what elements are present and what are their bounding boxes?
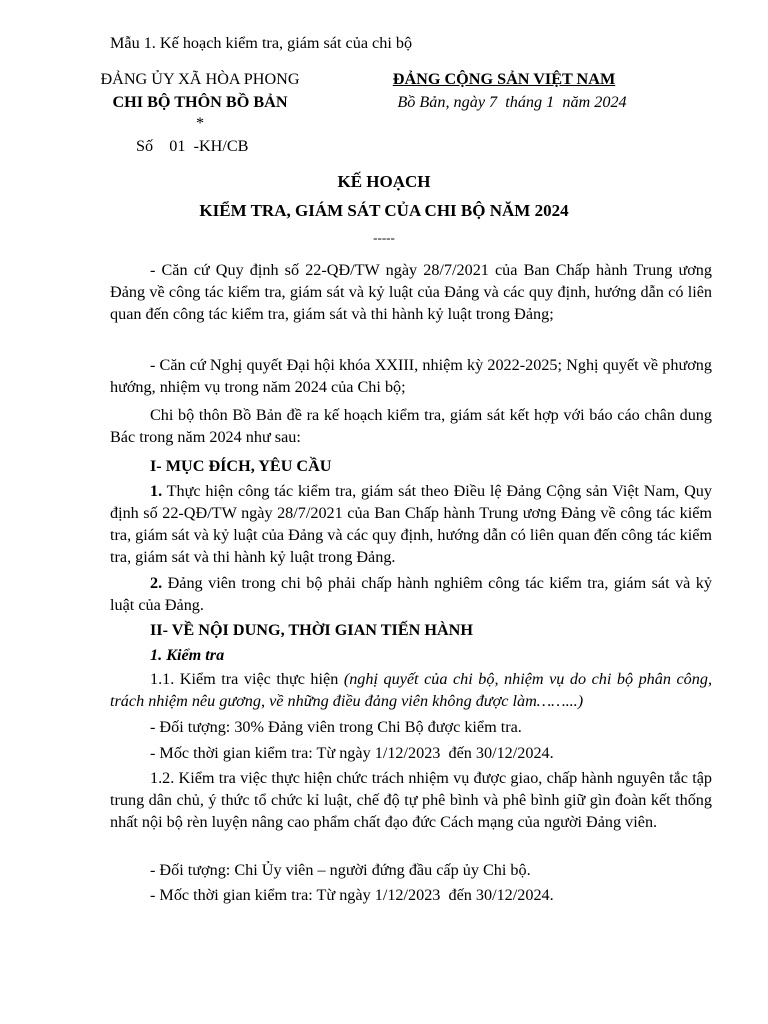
legal-basis-paragraph-2: - Căn cứ Nghị quyết Đại hội khóa XXIII, nhiệm kỳ 2022-2025; Nghị quyết về phương hướng, nhiệm vụ trong năm 2024 của Chi bộ; — [110, 356, 712, 396]
party-committee-name: ĐẢNG ỦY XÃ HÒA PHONG — [100, 70, 300, 88]
item-text: Đảng viên trong chi bộ phải chấp hành nghiêm công tác kiểm tra, giám sát và kỷ luật của Đảng. — [110, 574, 712, 614]
party-name: ĐẢNG CỘNG SẢN VIỆT NAM — [392, 70, 616, 88]
date-line: Bồ Bản, ngày 7 tháng 1 năm 2024 — [397, 93, 627, 111]
title-divider: ----- — [373, 230, 395, 245]
document-number: Số 01 -KH/CB — [136, 137, 249, 155]
item-text: Thực hiện công tác kiểm tra, giám sát theo Điều lệ Đảng Cộng sản Việt Nam, Quy định số 22-QĐ/TW ngày 28/7/2021 của Ban Chấp hành Trung ương Đảng về công tác kiểm tra, giám sát và kỷ luật của Đảng và các quy định, hướng dẫn có liên quan đến công tác kiểm tra, giám sát và thi hành kỷ luật trong Đảng. — [110, 482, 712, 566]
template-label: Mẫu 1. Kế hoạch kiểm tra, giám sát của chi bộ — [110, 34, 413, 52]
item-lead: 1.1. Kiểm tra việc thực hiện — [150, 670, 344, 688]
document-subtitle: KIỂM TRA, GIÁM SÁT CỦA CHI BỘ NĂM 2024 — [199, 201, 569, 220]
inspection-1-2-target: - Đối tượng: Chi Ủy viên – người đứng đầu cấp ủy Chi bộ. — [150, 861, 531, 879]
section-1-item-1 — [110, 480, 712, 568]
intro-paragraph: Chi bộ thôn Bồ Bản đề ra kế hoạch kiểm tra, giám sát kết hợp với báo cáo chân dung Bác trong năm 2024 như sau: — [110, 406, 712, 446]
inspection-1-1-target: - Đối tượng: 30% Đảng viên trong Chi Bộ được kiểm tra. — [150, 718, 522, 736]
section-1-item-2 — [110, 572, 712, 616]
document-title: KẾ HOẠCH — [337, 172, 431, 191]
legal-basis-paragraph-1: - Căn cứ Quy định số 22-QĐ/TW ngày 28/7/2021 của Ban Chấp hành Trung ương Đảng về công tác kiểm tra, giám sát và kỷ luật của Đảng và các quy định, hướng dẫn có liên quan đến công tác kiểm tra, giám sát và thi hành kỷ luật trong Đảng; — [110, 261, 712, 323]
item-number: 2. — [150, 574, 163, 592]
inspection-1-2-timeframe: - Mốc thời gian kiểm tra: Từ ngày 1/12/2023 đến 30/12/2024. — [150, 886, 554, 904]
subsection-heading: 1. Kiểm tra — [150, 646, 225, 664]
section-heading-1: I- MỤC ĐÍCH, YÊU CẦU — [150, 457, 332, 475]
section-heading-2: II- VỀ NỘI DUNG, THỜI GIAN TIẾN HÀNH — [150, 621, 473, 639]
inspection-item-1-2: 1.2. Kiểm tra việc thực hiện chức trách nhiệm vụ được giao, chấp hành nguyên tắc tập trung dân chủ, ý thức tổ chức kỉ luật, chế độ tự phê bình và phê bình giữ gìn đoàn kết thống nhất nội bộ rèn luyện nâng cao phẩm chất đạo đức Cách mạng của người Đảng viên. — [110, 769, 712, 831]
inspection-item-1-1 — [110, 668, 712, 712]
header-star: * — [195, 114, 205, 132]
branch-name: CHI BỘ THÔN BỒ BẢN — [112, 93, 288, 111]
item-details: (nghị quyết của chi bộ, nhiệm vụ do chi bộ phân công, trách nhiệm nêu gương, về những điều đảng viên không được làm……...) — [110, 670, 712, 710]
inspection-1-1-timeframe: - Mốc thời gian kiểm tra: Từ ngày 1/12/2023 đến 30/12/2024. — [150, 744, 554, 762]
item-number: 1. — [150, 482, 163, 500]
